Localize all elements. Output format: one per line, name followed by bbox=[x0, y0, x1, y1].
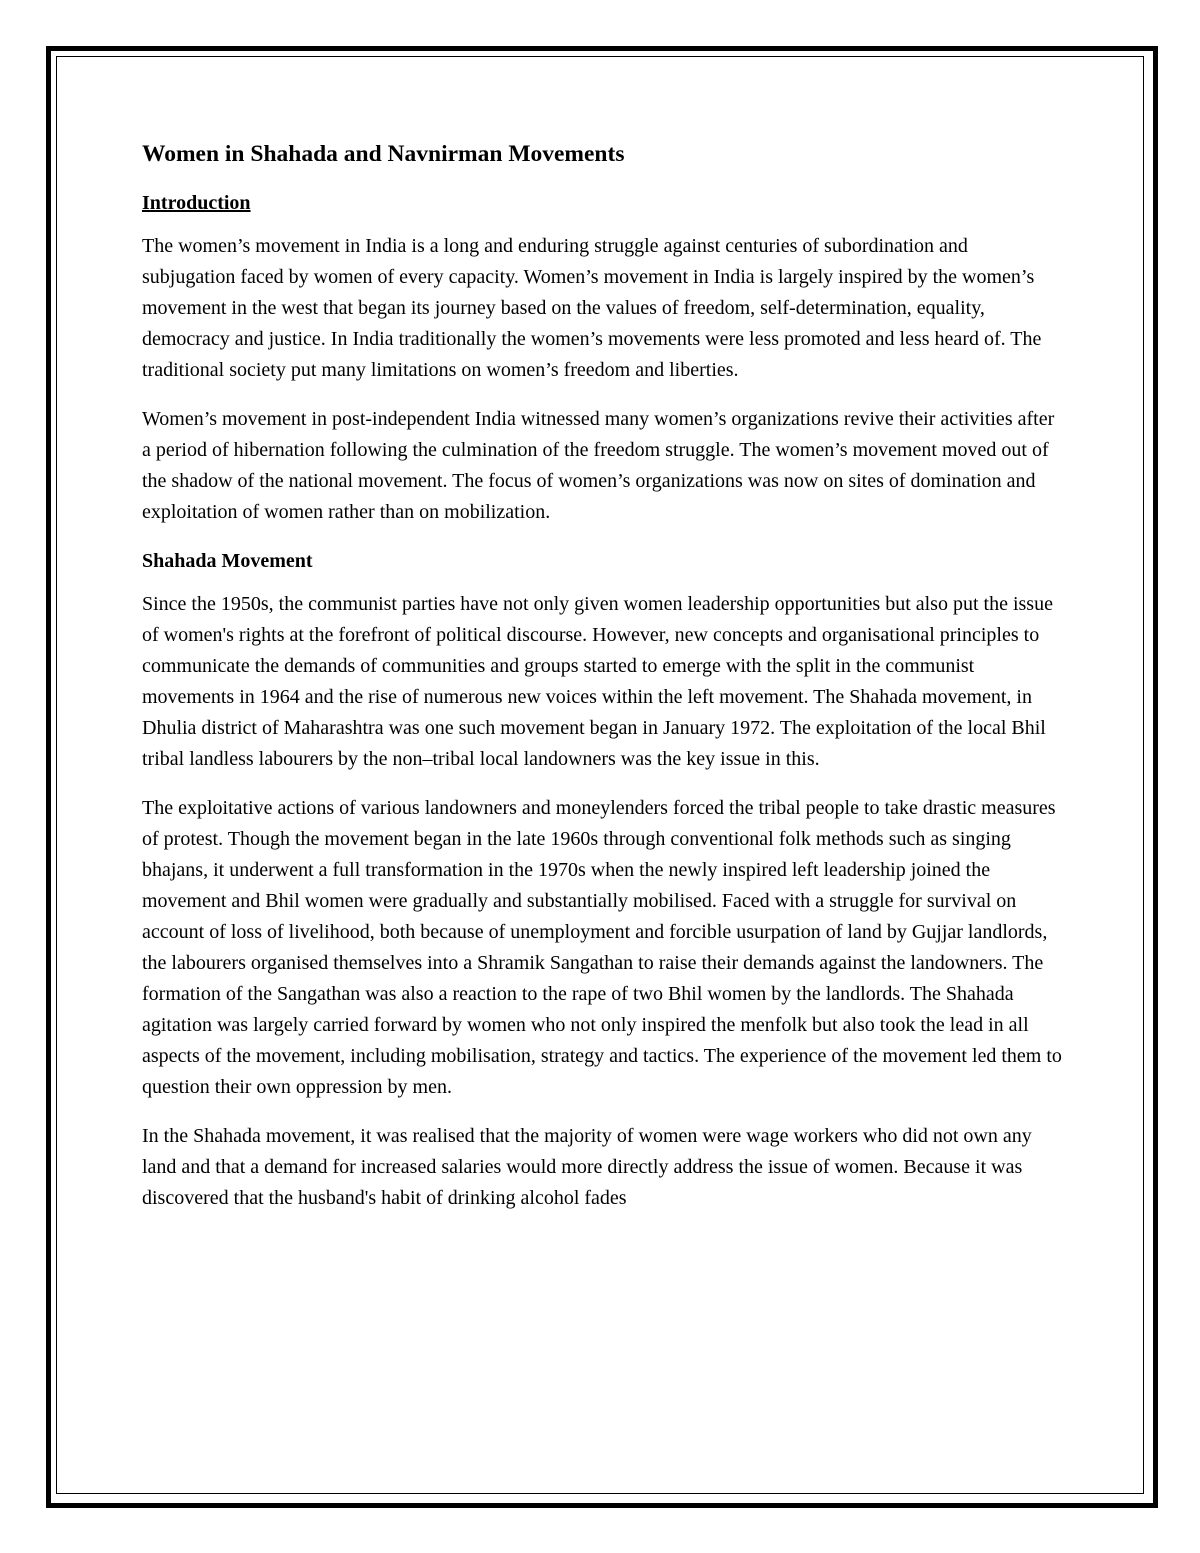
document-title: Women in Shahada and Navnirman Movements bbox=[142, 141, 625, 167]
paragraph: Since the 1950s, the communist parties have not only given women leadership opportunities but also put the issue of women's rights at the forefront of political discourse. However, new concepts and organisational principles to communicate the demands of communities and groups started to emerge with the split in the communist movements in 1964 and the rise of numerous new voices within the left movement. The Shahada movement, in Dhulia district of Maharashtra was one such movement began in January 1972. The exploitation of the local Bhil tribal landless labourers by the non–tribal local landowners was the key issue in this. bbox=[142, 593, 1053, 770]
paragraph: In the Shahada movement, it was realised that the majority of women were wage workers who did not own any land and that a demand for increased salaries would more directly address the issue of women. Because it was discovered that the husband's habit of drinking alcohol fades bbox=[142, 1125, 1032, 1209]
paragraph: Women’s movement in post-independent India witnessed many women’s organizations revive their activities after a period of hibernation following the culmination of the freedom struggle. The women’s movement moved out of the shadow of the national movement. The focus of women’s organizations was now on sites of domination and exploitation of women rather than on mobilization. bbox=[142, 408, 1055, 523]
document-body bbox=[142, 138, 1062, 1232]
paragraph: The exploitative actions of various landowners and moneylenders forced the tribal people to take drastic measures of protest. Though the movement began in the late 1960s through conventional folk methods such as singing bhajans, it underwent a full transformation in the 1970s when the newly inspired left leadership joined the movement and Bhil women were gradually and substantially mobilised. Faced with a struggle for survival on account of loss of livelihood, both because of unemployment and forcible usurpation of land by Gujjar landlords, the labourers organised themselves into a Shramik Sangathan to raise their demands against the landowners. The formation of the Sangathan was also a reaction to the rape of two Bhil women by the landlords. The Shahada agitation was largely carried forward by women who not only inspired the menfolk but also took the lead in all aspects of the movement, including mobilisation, strategy and tactics. The experience of the movement led them to question their own oppression by men. bbox=[142, 797, 1062, 1098]
paragraph: The women’s movement in India is a long and enduring struggle against centuries of subordination and subjugation faced by women of every capacity. Women’s movement in India is largely inspired by the women’s movement in the west that began its journey based on the values of freedom, self-determination, equality, democracy and justice. In India traditionally the women’s movements were less promoted and less heard of. The traditional society put many limitations on women’s freedom and liberties. bbox=[142, 235, 1042, 381]
section-heading-shahada-movement: Shahada Movement bbox=[142, 550, 313, 572]
section-heading-introduction: Introduction bbox=[142, 192, 251, 214]
